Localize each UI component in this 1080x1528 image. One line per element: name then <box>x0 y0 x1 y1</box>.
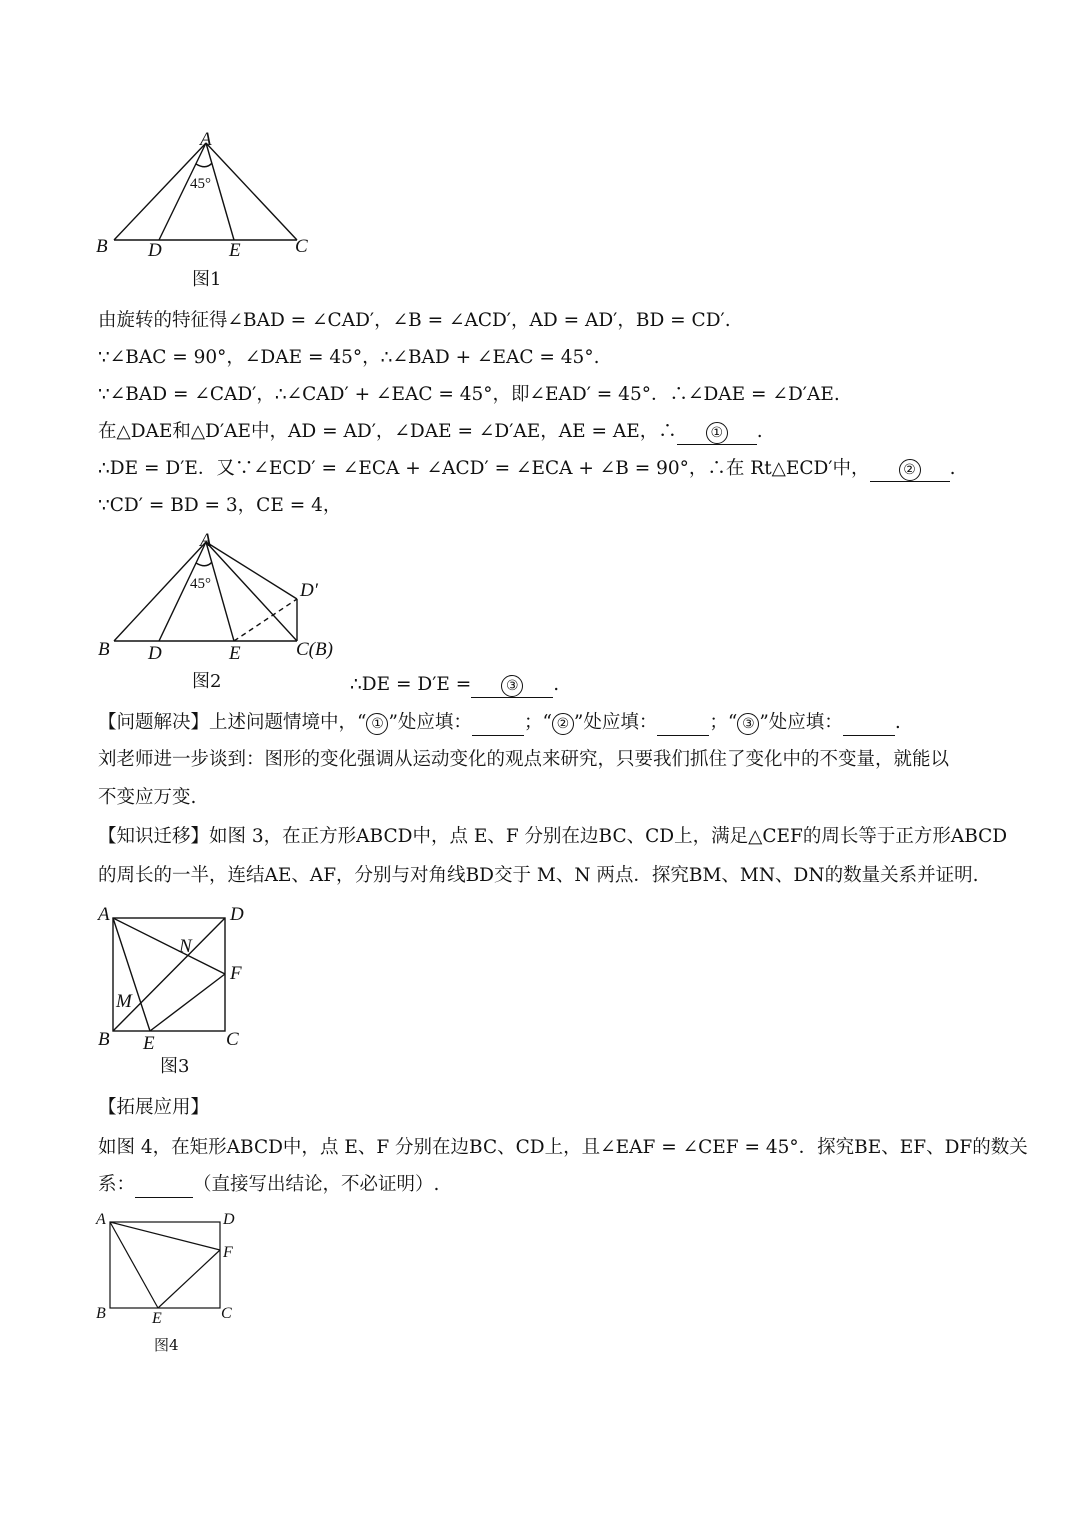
figure-4 <box>90 1206 260 1331</box>
problem-solving-line <box>98 711 901 736</box>
extension-line-2-post: （直接写出结论，不必证明）. <box>193 1174 440 1195</box>
fig2-label-dprime: D′ <box>300 580 318 601</box>
ps-marker-2: ② <box>552 713 574 735</box>
ps-text-pre: 【问题解决】上述问题情境中，“ <box>98 712 367 733</box>
teacher-note-line-2: 不变应万变. <box>98 787 197 808</box>
extension-heading: 【拓展应用】 <box>98 1097 210 1118</box>
solution-line-4-text: 在△DAE和△D′AE中，AD = AD′，∠DAE = ∠D′AE，AE = AE，∴ <box>98 421 677 442</box>
fig2-angle-label: 45° <box>190 576 211 592</box>
fig3-label-c: C <box>226 1029 239 1050</box>
knowledge-transfer-line-2: 的周长的一半，连结AE、AF，分别与对角线BD交于 M、N 两点．探究BM、MN、DN的数量关系并证明. <box>98 865 979 886</box>
blank-3-marker: ③ <box>501 675 523 697</box>
fig4-label-d: D <box>223 1211 235 1228</box>
fig3-label-f: F <box>230 963 242 984</box>
fig1-label-b: B <box>96 236 108 257</box>
extension-line-2-pre: 系： <box>98 1174 136 1195</box>
solution-line-5 <box>98 457 955 482</box>
ps-sep-2: ；“ <box>709 712 738 733</box>
solution-line-1: 由旋转的特征得∠BAD = ∠CAD′，∠B = ∠ACD′，AD = AD′，BD = CD′. <box>98 310 731 331</box>
fig4-label-a: A <box>96 1211 106 1228</box>
ps-marker-1: ① <box>366 713 388 735</box>
solution-line-3: ∵∠BAD = ∠CAD′，∴∠CAD′ + ∠EAC = 45°，即∠EAD′ = 45°．∴∠DAE = ∠D′AE. <box>98 384 840 405</box>
fig1-angle-label: 45° <box>190 176 211 192</box>
solution-line-5-end: . <box>949 458 956 479</box>
ps-mid-1: ”处应填： <box>388 712 472 733</box>
fig2-label-a: A <box>200 530 212 551</box>
fig1-label-a: A <box>200 129 212 150</box>
conclusion-line <box>350 673 559 698</box>
fig1-label-e: E <box>229 240 241 261</box>
fig3-label-d: D <box>230 904 244 925</box>
blank-1-marker: ① <box>706 422 728 444</box>
fig1-label-d: D <box>148 240 162 261</box>
figure-1-caption: 图1 <box>192 269 222 290</box>
figure-3-caption: 图3 <box>160 1056 190 1077</box>
fig3-label-e: E <box>143 1033 155 1054</box>
fig3-label-n: N <box>179 936 192 957</box>
ps-marker-3: ③ <box>737 713 759 735</box>
conclusion-end: . <box>553 674 560 695</box>
figure-1 <box>90 125 330 265</box>
knowledge-transfer-line-1: 【知识迁移】如图 3，在正方形ABCD中，点 E、F 分别在边BC、CD上，满足△CEF的周长等于正方形ABCD <box>98 826 1008 847</box>
extension-line-2 <box>98 1173 439 1198</box>
answer-blank-3[interactable] <box>843 711 895 736</box>
fig3-label-m: M <box>116 991 132 1012</box>
figure-2 <box>90 528 350 668</box>
fig3-label-a: A <box>98 904 110 925</box>
fig1-label-c: C <box>295 236 308 257</box>
answer-blank-1[interactable] <box>472 711 524 736</box>
answer-blank-2[interactable] <box>657 711 709 736</box>
solution-line-4 <box>98 420 763 445</box>
fig4-label-b: B <box>96 1305 106 1322</box>
fig2-label-e: E <box>229 643 241 664</box>
ps-mid-3: ”处应填： <box>759 712 843 733</box>
solution-line-5-text: ∴DE = D′E．又∵∠ECD′ = ∠ECA + ∠ACD′ = ∠ECA + ∠B = 90°，∴在 Rt△ECD′中， <box>98 458 870 479</box>
figure-2-caption: 图2 <box>192 671 222 692</box>
ps-end: . <box>894 712 901 733</box>
ps-mid-2: ”处应填： <box>573 712 658 733</box>
blank-1[interactable] <box>677 420 757 445</box>
blank-3[interactable] <box>471 673 553 698</box>
figure-4-caption: 图4 <box>154 1336 179 1354</box>
solution-line-4-end: . <box>756 421 763 442</box>
conclusion-text: ∴DE = D′E = <box>350 674 472 695</box>
ps-sep-1: ；“ <box>523 712 552 733</box>
blank-2-marker: ② <box>899 459 921 481</box>
extension-answer-blank[interactable] <box>135 1173 193 1198</box>
solution-line-2: ∵∠BAC = 90°，∠DAE = 45°，∴∠BAD + ∠EAC = 45°. <box>98 347 600 368</box>
fig2-label-cb: C(B) <box>296 639 333 660</box>
fig4-label-c: C <box>221 1305 232 1322</box>
fig4-label-e: E <box>152 1310 162 1327</box>
figure-3 <box>90 898 260 1058</box>
fig2-label-d: D <box>148 643 162 664</box>
fig2-label-b: B <box>98 639 110 660</box>
fig3-label-b: B <box>98 1029 110 1050</box>
fig4-label-f: F <box>223 1244 233 1261</box>
teacher-note-line-1: 刘老师进一步谈到：图形的变化强调从运动变化的观点来研究，只要我们抓住了变化中的不变量，就能以 <box>98 749 950 770</box>
solution-line-6: ∵CD′ = BD = 3，CE = 4， <box>98 495 342 516</box>
blank-2[interactable] <box>870 457 950 482</box>
extension-line-1: 如图 4，在矩形ABCD中，点 E、F 分别在边BC、CD上，且∠EAF = ∠CEF = 45°．探究BE、EF、DF的数关 <box>98 1137 1028 1158</box>
